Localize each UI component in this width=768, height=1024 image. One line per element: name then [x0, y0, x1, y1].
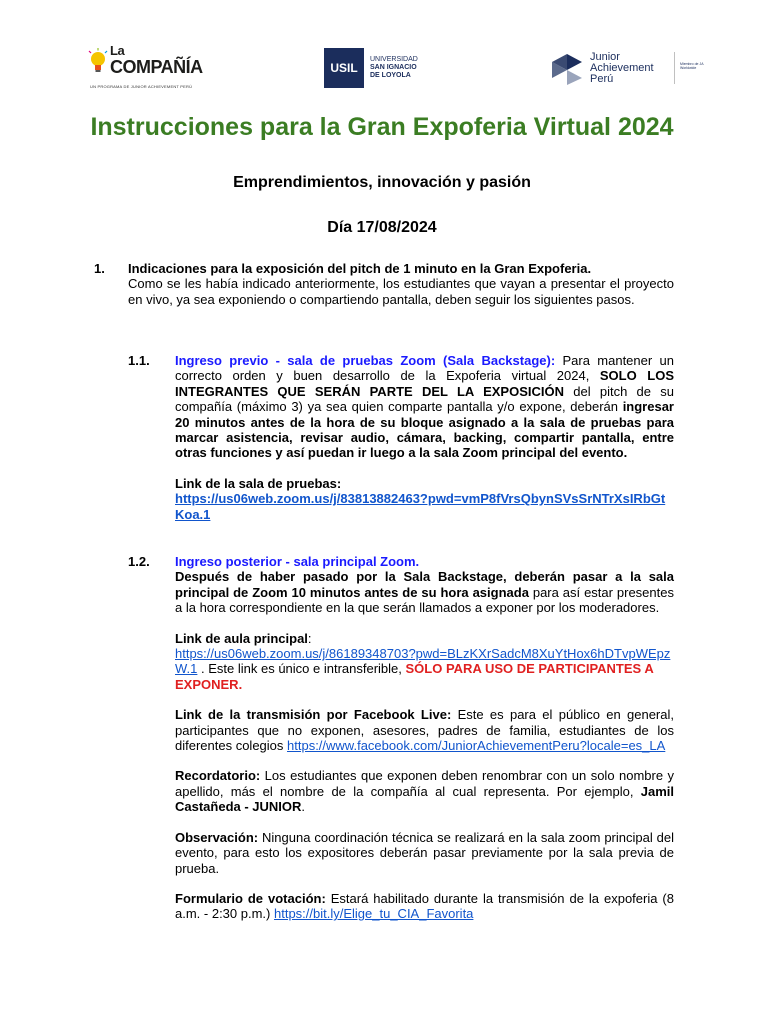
junior-achievement-mark-icon — [550, 52, 584, 86]
test-room-link-label: Link de la sala de pruebas: — [175, 475, 342, 491]
test-room-link[interactable]: https://us06web.zoom.us/j/83813882463?pwd=vmP8fVrsQbynSVsSrNTrXsIRbGtKoa.1 — [175, 491, 666, 522]
reminder-label: Recordatorio: — [175, 768, 261, 784]
section-1-1-heading: Ingreso previo - sala de pruebas Zoom (Sala Backstage): — [175, 353, 556, 368]
la-compania-tagline: UN PROGRAMA DE JUNIOR ACHIEVEMENT PERÚ — [90, 84, 193, 89]
section-1-2-paragraph: Después de haber pasado por la Sala Backstage, deberán pasar a la sala principal de Zoom 10 minutos antes de su hora asignada para así estar presentes a la hora correspondiente en la que serán llamados a exponer por los moderadores. — [175, 569, 674, 616]
section-1-intro: Como se les había indicado anteriormente, los estudiantes que vayan a presentar el proyecto en vivo, ya sea exponiendo o compartiendo pantalla, deben seguir los siguientes pasos. — [128, 276, 674, 307]
junior-achievement-logo — [550, 48, 710, 88]
main-room-link-label-line: Link de aula principal: — [175, 630, 312, 646]
main-room-link[interactable]: https://us06web.zoom.us/j/86189348703?pwd=BLzKXrSadcM8XuYtHox6hDTvpWEpzW.1 — [175, 646, 671, 677]
header-logos — [0, 42, 768, 94]
facebook-live-label: Link de la transmisión por Facebook Live: — [175, 707, 452, 723]
junior-achievement-wordmark: Junior Achievement Perú — [590, 51, 654, 85]
facebook-live-paragraph: Link de la transmisión por Facebook Live: Este es para el público en general, participantes que no exponen, asesores, padres de familia, estudiantes de los diferentes colegios https://www.facebook.com/JuniorAchievementPeru?locale=es_LA — [175, 707, 674, 754]
participants-only-warning: SÓLO PARA USO DE PARTICIPANTES A EXPONER. — [175, 661, 654, 692]
event-date: Día 17/08/2024 — [327, 219, 437, 236]
page-title: Instrucciones para la Gran Expoferia Virtual 2024 — [90, 113, 674, 141]
usil-mark: USIL — [324, 48, 364, 88]
page-subtitle: Emprendimientos, innovación y pasión — [233, 174, 531, 191]
section-1-heading: Indicaciones para la exposición del pitch de 1 minuto en la Gran Expoferia. — [128, 261, 592, 276]
section-1 — [128, 261, 674, 307]
reminder-paragraph: Recordatorio: Los estudiantes que exponen deben renombrar con un solo nombre y apellido, más el nombre de la compañía al cual representa. Por ejemplo, Jamil Castañeda - JUNIOR. — [175, 768, 674, 815]
section-1-2-number: 1.2. — [128, 554, 150, 569]
usil-wordmark: UNIVERSIDAD SAN IGNACIO DE LOYOLA — [370, 56, 418, 79]
observation-label: Observación: — [175, 829, 259, 845]
section-1-2-heading: Ingreso posterior - sala principal Zoom. — [175, 554, 420, 569]
section-1-2 — [175, 554, 674, 922]
la-compania-logo — [88, 43, 203, 92]
main-room-paragraph: https://us06web.zoom.us/j/86189348703?pwd=BLzKXrSadcM8XuYtHox6hDTvpWEpzW.1 . Este link es único e intransferible, SÓLO PARA USO DE PARTICIPANTES A EXPONER. — [175, 646, 671, 692]
voting-form-link[interactable]: https://bit.ly/Elige_tu_CIA_Favorita — [273, 906, 474, 922]
section-1-number: 1. — [94, 261, 105, 276]
voting-form-label: Formulario de votación: — [175, 890, 326, 906]
la-compania-wordmark: La COMPAÑÍA — [110, 43, 203, 77]
section-1-1-paragraph: Ingreso previo - sala de pruebas Zoom (Sala Backstage): Para mantener un correcto orden y buen desarrollo de la Expoferia virtual 2024, SOLO LOS INTEGRANTES QUE SERÁN PARTE DEL LA EXPOSICIÓN del pitch de su compañía (máximo 3) ya sea quien comparte pantalla y/o expone, deberán ingresar 20 minutos antes de la hora de su bloque asignado a la sala de pruebas para marcar asistencia, revisar audio, cámara, backing, compartir pantalla, entre otras funciones y así puedan ir luego a la sala Zoom principal del evento. — [175, 353, 674, 461]
main-room-link-label: Link de aula principal — [175, 630, 308, 646]
observation-paragraph: Observación: Ninguna coordinación técnica se realizará en la sala zoom principal del evento, para esto los expositores deberán pasar previamente por la sala previa de prueba. — [175, 829, 674, 876]
section-1-1 — [175, 353, 674, 522]
section-1-1-number: 1.1. — [128, 353, 150, 368]
facebook-live-link[interactable]: https://www.facebook.com/JuniorAchievementPeru?locale=es_LA — [287, 738, 666, 754]
usil-logo — [324, 48, 424, 88]
rename-example: Jamil Castañeda - JUNIOR — [175, 783, 674, 815]
logo-divider — [674, 52, 675, 84]
voting-form-paragraph: Formulario de votación: Estará habilitado durante la transmisión de la expoferia (8 a.m. - 2:30 p.m.) https://bit.ly/Elige_tu_CIA_Favorita — [175, 890, 674, 922]
lightbulb-icon — [88, 48, 108, 78]
ja-worldwide-label: Miembro de JA Worldwide — [680, 62, 704, 70]
